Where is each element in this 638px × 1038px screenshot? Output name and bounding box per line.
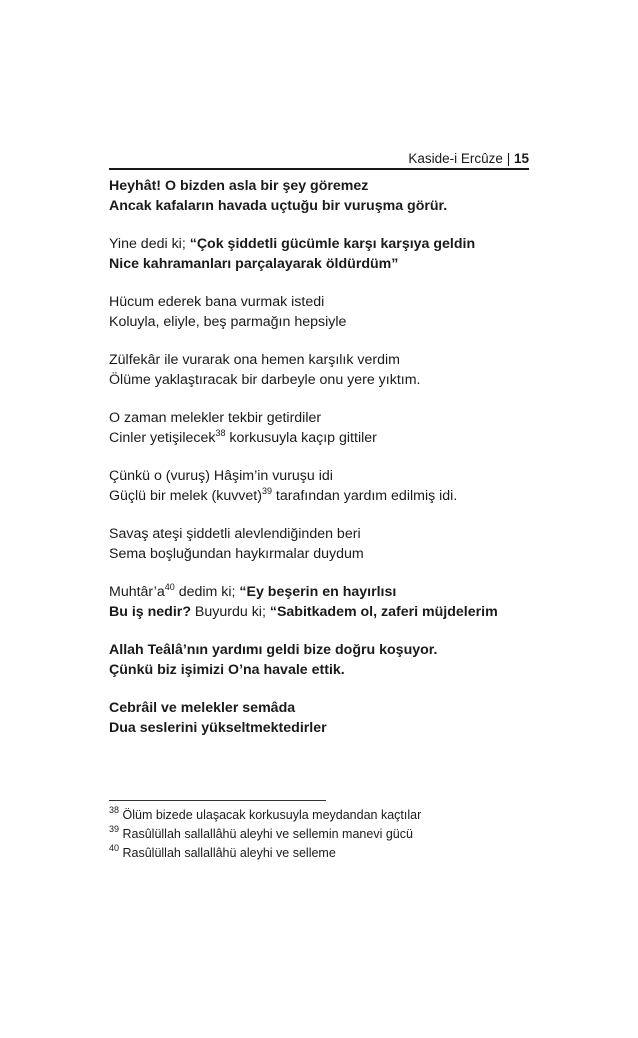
stanza-10 <box>109 698 529 738</box>
verse-line <box>109 234 529 254</box>
verse-line: Heyhât! O bizden asla bir şey göremez <box>109 178 369 194</box>
verse-segment-bold: Bu iş nedir? <box>109 604 191 620</box>
page-number: 15 <box>513 151 529 166</box>
verse-segment: tarafından yardım edilmiş idi. <box>271 488 458 504</box>
verse-line: Çünkü biz işimizi O’na havale ettik. <box>109 662 345 678</box>
verse-line <box>109 582 529 602</box>
verse-line: Ölüme yaklaştıracak bir darbeyle onu yere yıktım. <box>109 372 421 388</box>
footnote-text: Rasûlüllah sallallâhü aleyhi ve sellemin manevi gücü <box>119 827 413 841</box>
verse-segment: Muhtâr’a <box>109 584 165 600</box>
verse-line: Savaş ateşi şiddetli alevlendiğinden beri <box>109 526 361 542</box>
stanza-5 <box>109 408 529 448</box>
verse-segment: Yine dedi ki; <box>109 236 190 252</box>
verse-line <box>109 602 529 622</box>
header-rule <box>109 168 529 170</box>
poem-body <box>109 176 529 756</box>
stanza-8 <box>109 582 529 622</box>
verse-segment-bold: “Çok şiddetli gücümle karşı karşıya geldin <box>189 236 476 252</box>
stanza-1 <box>109 176 529 216</box>
verse-segment: Güçlü bir melek (kuvvet) <box>109 488 262 504</box>
verse-line: O zaman melekler tekbir getirdiler <box>109 410 322 426</box>
running-header <box>109 150 529 168</box>
verse-line: Hücum ederek bana vurmak istedi <box>109 294 325 310</box>
verse-line: Allah Teâlâ’nın yardımı geldi bize doğru koşuyor. <box>109 642 438 658</box>
verse-line: Zülfekâr ile vurarak ona hemen karşılık verdim <box>109 352 400 368</box>
footnote-text: Rasûlüllah sallallâhü aleyhi ve selleme <box>119 846 336 860</box>
footnote-text: Ölüm bizede ulaşacak korkusuyla meydandan kaçtılar <box>119 808 422 822</box>
footnote-38 <box>109 806 529 825</box>
footnote-number: 38 <box>109 805 120 815</box>
verse-line: Çünkü o (vuruş) Hâşim’in vuruşu idi <box>109 468 333 484</box>
footnote-number: 40 <box>109 843 120 853</box>
header-title: Kaside-i Ercûze <box>408 151 503 166</box>
verse-segment: Buyurdu ki; <box>190 604 270 620</box>
stanza-7 <box>109 524 529 564</box>
stanza-6 <box>109 466 529 506</box>
stanza-2 <box>109 234 529 274</box>
verse-line: Ancak kafaların havada uçtuğu bir vuruşma görür. <box>109 198 448 214</box>
footnote-40 <box>109 844 529 863</box>
verse-line <box>109 486 529 506</box>
verse-segment: korkusuyla kaçıp gittiler <box>225 430 377 446</box>
verse-line <box>109 428 529 448</box>
verse-line: Sema boşluğundan haykırmalar duydum <box>109 546 364 562</box>
verse-line: Cebrâil ve melekler semâda <box>109 700 296 716</box>
footnote-39 <box>109 825 529 844</box>
footnotes <box>109 806 529 863</box>
stanza-4 <box>109 350 529 390</box>
verse-segment: Cinler yetişilecek <box>109 430 216 446</box>
verse-line: Dua seslerini yükseltmektedirler <box>109 720 327 736</box>
verse-segment-bold: “Sabitkadem ol, zaferi müjdelerim <box>269 604 498 620</box>
footnote-ref-39[interactable]: 39 <box>261 486 272 496</box>
header-separator: | <box>506 151 511 166</box>
footnote-separator <box>109 800 326 801</box>
footnote-ref-40[interactable]: 40 <box>164 582 175 592</box>
footnote-number: 39 <box>109 824 120 834</box>
verse-line: Koluyla, eliyle, beş parmağın hepsiyle <box>109 314 347 330</box>
verse-segment: dedim ki; <box>174 584 240 600</box>
footnote-ref-38[interactable]: 38 <box>215 428 226 438</box>
stanza-9 <box>109 640 529 680</box>
verse-segment-bold: “Ey beşerin en hayırlısı <box>239 584 397 600</box>
verse-line: Nice kahramanları parçalayarak öldürdüm” <box>109 256 399 272</box>
stanza-3 <box>109 292 529 332</box>
